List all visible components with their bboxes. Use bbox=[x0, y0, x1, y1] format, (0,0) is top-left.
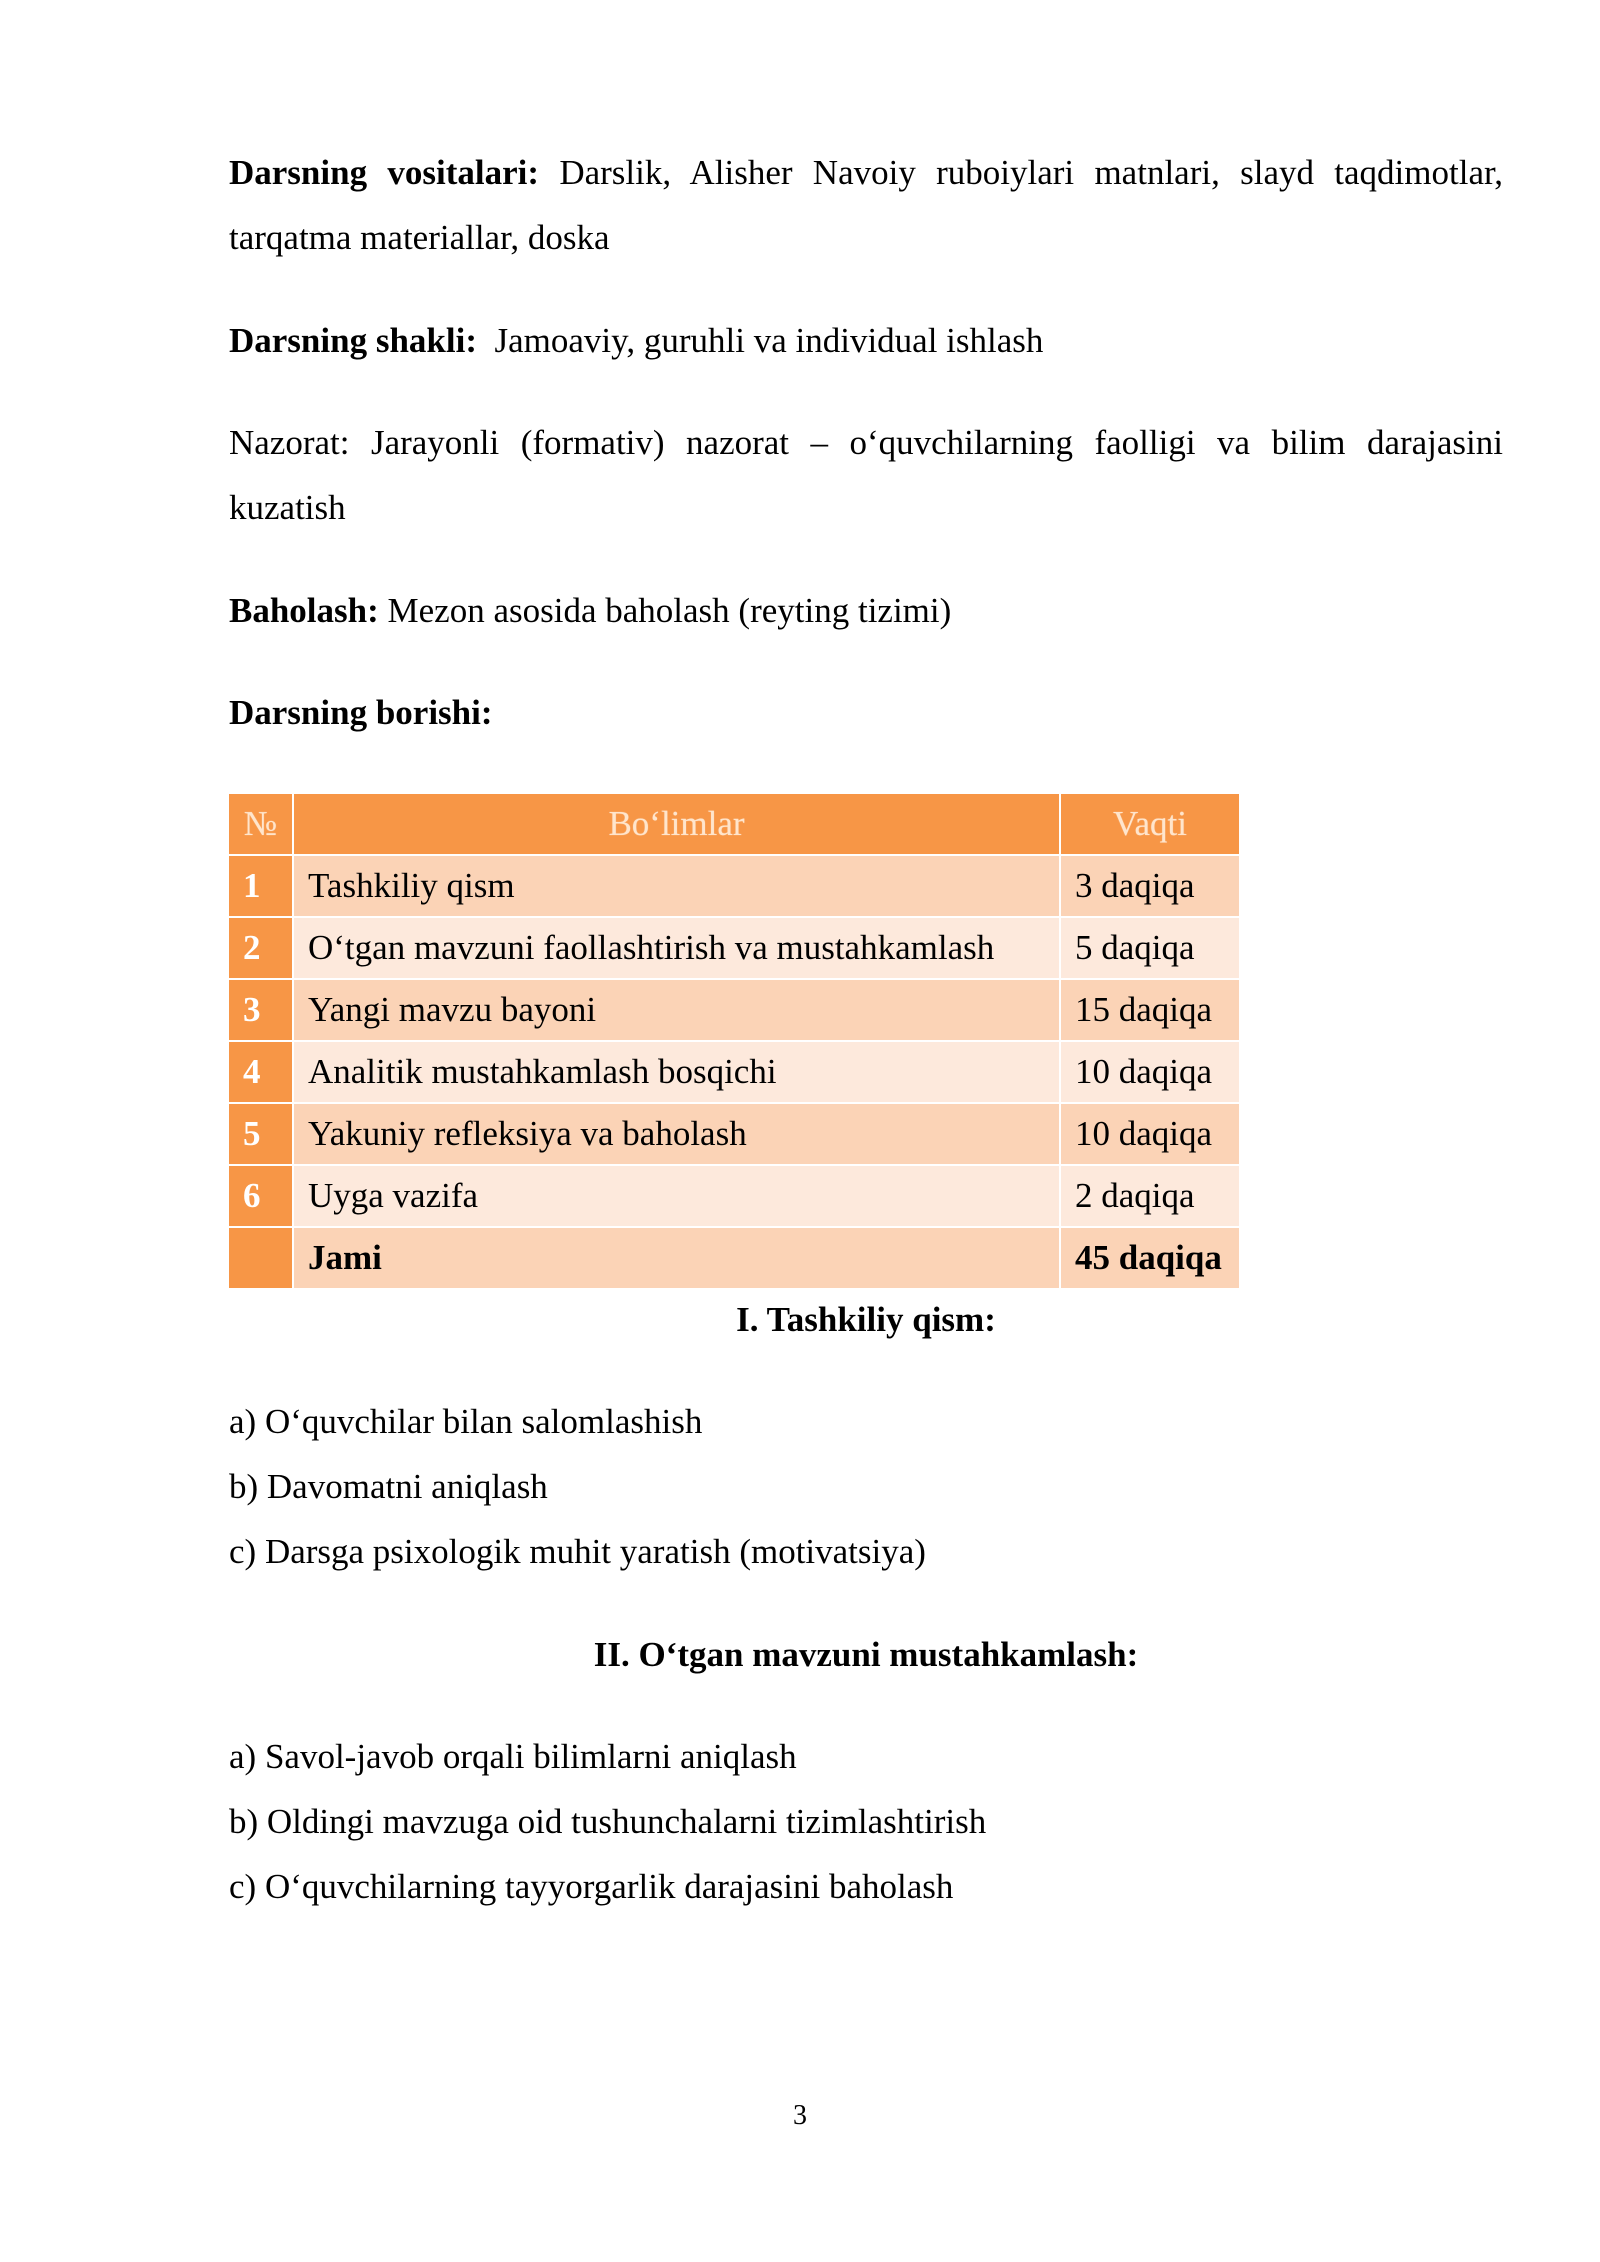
baholash-paragraph bbox=[229, 578, 1503, 643]
shakli-label: Darsning shakli: bbox=[229, 321, 477, 360]
total-number bbox=[229, 1227, 293, 1289]
row-section: Yangi mavzu bayoni bbox=[293, 979, 1060, 1041]
borishi-label: Darsning borishi: bbox=[229, 693, 493, 732]
nazorat-paragraph bbox=[229, 410, 1503, 540]
row-section: Yakuniy refleksiya va baholash bbox=[293, 1103, 1060, 1165]
section1-item-b: b) Davomatni aniqlash bbox=[229, 1467, 548, 1506]
table-row bbox=[229, 917, 1240, 979]
row-section: O‘tgan mavzuni faollashtirish va mustahkamlash bbox=[293, 917, 1060, 979]
table-row bbox=[229, 1103, 1240, 1165]
section2-item-c: c) O‘quvchilarning tayyorgarlik darajasini baholash bbox=[229, 1867, 954, 1906]
row-time: 15 daqiqa bbox=[1060, 979, 1240, 1041]
row-number: 1 bbox=[229, 855, 293, 917]
vositalar-text: Darslik, Alisher Navoiy ruboiylari matnlari, slayd taqdimotlar, tarqatma materiallar, doska bbox=[229, 153, 1503, 257]
page-number: 3 bbox=[793, 2100, 807, 2131]
table-row bbox=[229, 979, 1240, 1041]
section1-item-c: c) Darsga psixologik muhit yaratish (motivatsiya) bbox=[229, 1532, 926, 1571]
row-number: 6 bbox=[229, 1165, 293, 1227]
header-number: № bbox=[229, 794, 293, 855]
lesson-plan-table bbox=[229, 794, 1241, 1290]
row-number: 2 bbox=[229, 917, 293, 979]
row-time: 10 daqiqa bbox=[1060, 1103, 1240, 1165]
row-number: 5 bbox=[229, 1103, 293, 1165]
row-number: 3 bbox=[229, 979, 293, 1041]
table-row bbox=[229, 1041, 1240, 1103]
row-time: 5 daqiqa bbox=[1060, 917, 1240, 979]
row-time: 2 daqiqa bbox=[1060, 1165, 1240, 1227]
shakli-text: Jamoaviy, guruhli va individual ishlash bbox=[477, 321, 1044, 360]
total-label: Jami bbox=[293, 1227, 1060, 1289]
section1-item-a: a) O‘quvchilar bilan salomlashish bbox=[229, 1402, 703, 1441]
table-row bbox=[229, 1165, 1240, 1227]
table-header-row bbox=[229, 794, 1240, 855]
table-row bbox=[229, 855, 1240, 917]
vositalar-paragraph bbox=[229, 140, 1503, 270]
table-total-row bbox=[229, 1227, 1240, 1289]
borishi-heading bbox=[229, 680, 1503, 745]
header-sections: Bo‘limlar bbox=[293, 794, 1060, 855]
row-section: Tashkiliy qism bbox=[293, 855, 1060, 917]
section1-title: I. Tashkiliy qism: bbox=[736, 1300, 996, 1339]
section2-item-b: b) Oldingi mavzuga oid tushunchalarni tizimlashtirish bbox=[229, 1802, 987, 1841]
shakli-paragraph bbox=[229, 308, 1503, 373]
header-time: Vaqti bbox=[1060, 794, 1240, 855]
total-time: 45 daqiqa bbox=[1060, 1227, 1240, 1289]
nazorat-text: Nazorat: Jarayonli (formativ) nazorat – o‘quvchilarning faolligi va bilim darajasini kuzatish bbox=[229, 423, 1503, 527]
baholash-text: Mezon asosida baholash (reyting tizimi) bbox=[378, 591, 952, 630]
row-time: 3 daqiqa bbox=[1060, 855, 1240, 917]
row-section: Uyga vazifa bbox=[293, 1165, 1060, 1227]
row-time: 10 daqiqa bbox=[1060, 1041, 1240, 1103]
row-section: Analitik mustahkamlash bosqichi bbox=[293, 1041, 1060, 1103]
vositalar-label: Darsning vositalari: bbox=[229, 153, 540, 192]
row-number: 4 bbox=[229, 1041, 293, 1103]
section2-item-a: a) Savol-javob orqali bilimlarni aniqlash bbox=[229, 1737, 797, 1776]
section2-title: II. O‘tgan mavzuni mustahkamlash: bbox=[593, 1635, 1139, 1674]
baholash-label: Baholash: bbox=[229, 591, 379, 630]
